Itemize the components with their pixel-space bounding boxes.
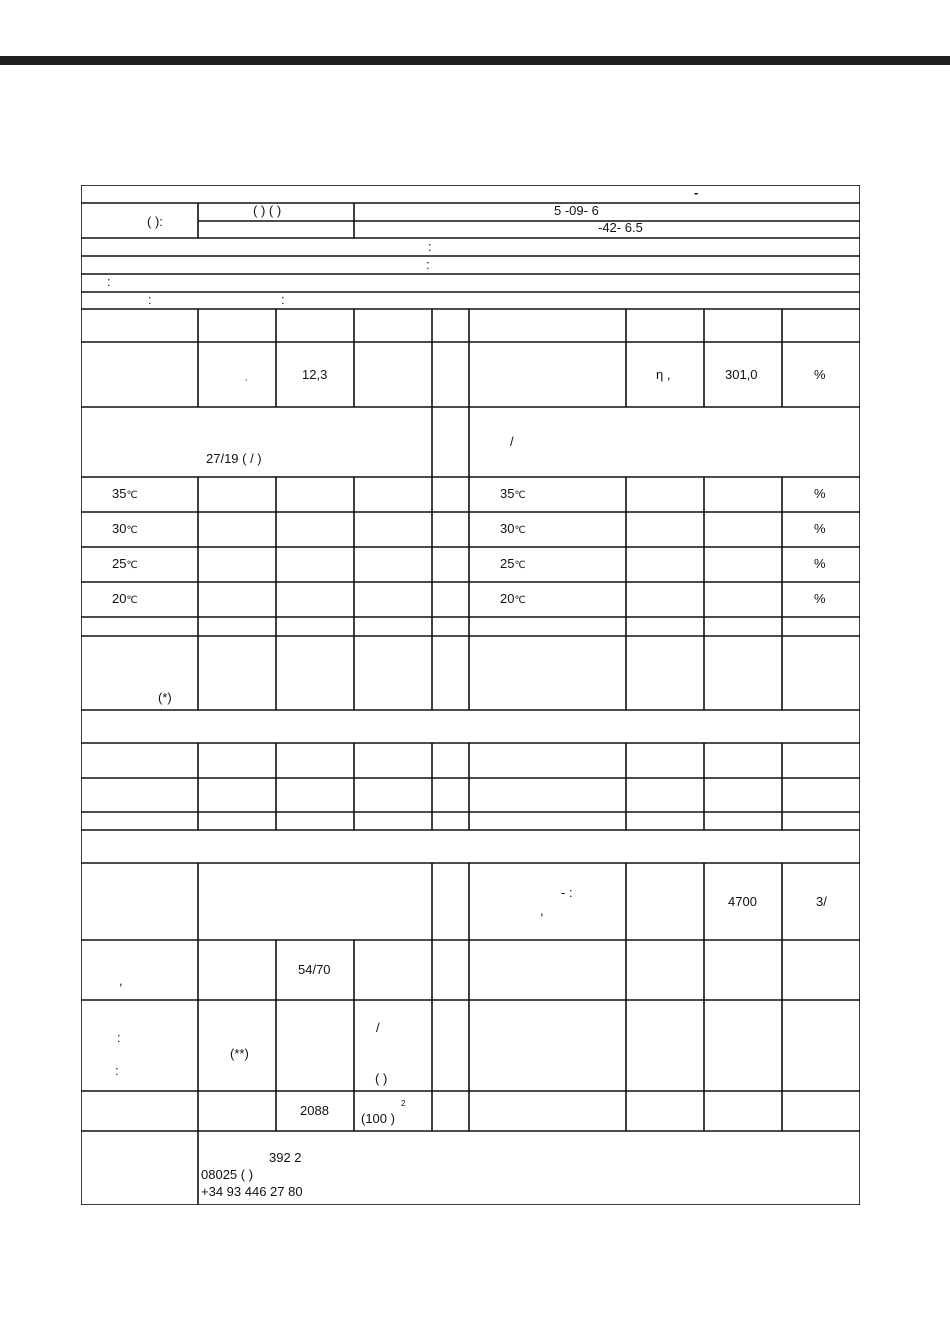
percent-unit: % (814, 591, 826, 606)
header-dash: - (694, 185, 699, 200)
table-grid (81, 185, 860, 1205)
temp-label-right: 35℃ (500, 486, 526, 501)
refrigerant-slash: / (376, 1020, 380, 1035)
temp-label-right: 30℃ (500, 521, 526, 536)
temp-label-right: 25℃ (500, 556, 526, 571)
temp-label-right: 20℃ (500, 591, 526, 606)
airflow-value: 4700 (728, 894, 757, 909)
contact-address-line: 392 2 (269, 1150, 302, 1165)
ecodesign-info-table (81, 185, 860, 1205)
sound-comma: , (119, 973, 123, 988)
contact-phone: +34 93 446 27 80 (201, 1184, 303, 1199)
percent-unit: % (814, 556, 826, 571)
model-columns: ( ) ( ) (253, 203, 282, 218)
capacity-comma: , (245, 373, 248, 382)
colon-c: : (107, 274, 111, 289)
temp-label: 35℃ (112, 486, 138, 501)
colon-b: : (426, 257, 430, 272)
airflow-unit: 3/ (816, 894, 827, 909)
percent-unit: % (814, 521, 826, 536)
colon-g: : (115, 1063, 119, 1078)
colon-a: : (428, 239, 432, 254)
model-label: ( ): (147, 214, 163, 229)
eta-symbol: η , (656, 367, 671, 382)
gwp-unit: (100 ) (361, 1111, 395, 1126)
model-code-indoor: -42- 6.5 (598, 220, 643, 235)
colon-d: : (148, 292, 152, 307)
temp-label: 30℃ (112, 521, 138, 536)
condition-slash: / (510, 434, 514, 449)
airflow-label: - : (561, 885, 573, 900)
seer-value: 301,0 (725, 367, 758, 382)
airflow-comma: , (540, 903, 544, 918)
footnote-star: (*) (158, 690, 172, 705)
colon-e: : (281, 292, 285, 307)
capacity-value: 12,3 (302, 367, 328, 382)
footnote-double-star: (**) (230, 1046, 249, 1061)
gwp-value: 2088 (300, 1103, 329, 1118)
indoor-condition: 27/19 ( / ) (206, 451, 262, 466)
contact-postal-line: 08025 ( ) (201, 1167, 254, 1182)
percent-unit: % (814, 486, 826, 501)
model-code-outdoor: 5 -09- 6 (554, 203, 599, 218)
header-rule (0, 56, 950, 65)
refrigerant-paren: ( ) (375, 1071, 388, 1086)
sound-power-value: 54/70 (298, 962, 331, 977)
gwp-superscript: 2 (401, 1099, 406, 1108)
temp-label: 20℃ (112, 591, 138, 606)
temp-label: 25℃ (112, 556, 138, 571)
seer-unit: % (814, 367, 826, 382)
colon-f: : (117, 1030, 121, 1045)
